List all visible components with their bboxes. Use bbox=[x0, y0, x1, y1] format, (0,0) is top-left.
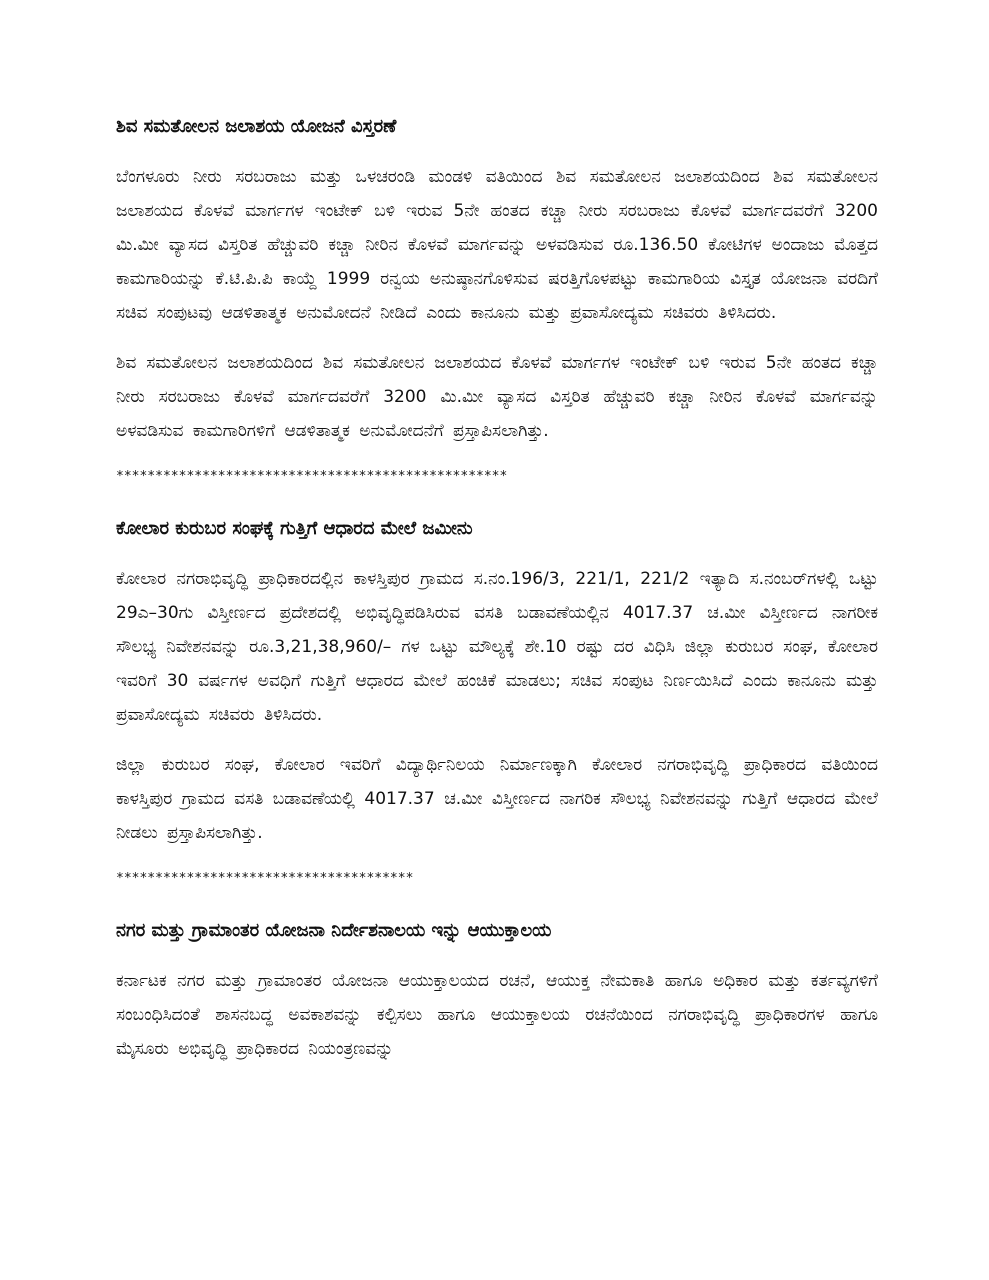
section-title: ಶಿವ ಸಮತೋಲನ ಜಲಾಶಯ ಯೋಜನೆ ವಿಸ್ತರಣೆ bbox=[116, 116, 397, 137]
section-town-planning bbox=[116, 916, 878, 1066]
separator: ************************************************** bbox=[116, 469, 508, 484]
section-shiva-reservoir bbox=[116, 112, 878, 488]
paragraph: ಕೋಲಾರ ನಗರಾಭಿವೃದ್ಧಿ ಪ್ರಾಧಿಕಾರದಲ್ಲಿನ ಕಾಳಸ್ತಿಪುರ ಗ್ರಾಮದ ಸ.ನಂ.196/3, 221/1, 221/2 ಇತ್ಯಾದಿ ಸ.ನಂಬರ್‌ಗಳಲ್ಲಿ ಒಟ್ಟು 29ಎ–30ಗು ವಿಸ್ತೀರ್ಣದ ಪ್ರದೇಶದಲ್ಲಿ ಅಭಿವೃದ್ಧಿಪಡಿಸಿರುವ ವಸತಿ ಬಡಾವಣೆಯಲ್ಲಿನ 4017.37 ಚ.ಮೀ ವಿಸ್ತೀರ್ಣದ ನಾಗರೀಕ ಸೌಲಭ್ಯ ನಿವೇಶನವನ್ನು ರೂ.3,21,38,960/– ಗಳ ಒಟ್ಟು ಮೌಲ್ಯಕ್ಕೆ ಶೇ.10 ರಷ್ಟು ದರ ವಿಧಿಸಿ ಜಿಲ್ಲಾ ಕುರುಬರ ಸಂಘ, ಕೋಲಾರ ಇವರಿಗೆ 30 ವರ್ಷಗಳ ಅವಧಿಗೆ ಗುತ್ತಿಗೆ ಆಧಾರದ ಮೇಲೆ ಹಂಚಿಕೆ ಮಾಡಲು; ಸಚಿವ ಸಂಪುಟ ನಿರ್ಣಯಿಸಿದೆ ಎಂದು ಕಾನೂನು ಮತ್ತು ಪ್ರವಾಸೋದ್ಯಮ ಸಚಿವರು ತಿಳಿಸಿದರು. bbox=[116, 569, 878, 725]
paragraph: ಕರ್ನಾಟಕ ನಗರ ಮತ್ತು ಗ್ರಾಮಾಂತರ ಯೋಜನಾ ಆಯುಕ್ತಾಲಯದ ರಚನೆ, ಆಯುಕ್ತ ನೇಮಕಾತಿ ಹಾಗೂ ಅಧಿಕಾರ ಮತ್ತು ಕರ್ತವ್ಯಗಳಿಗೆ ಸಂಬಂಧಿಸಿದಂತೆ ಶಾಸನಬದ್ಧ ಅವಕಾಶವನ್ನು ಕಲ್ಪಿಸಲು ಹಾಗೂ ಆಯುಕ್ತಾಲಯ ರಚನೆಯಿಂದ ನಗರಾಭಿವೃದ್ಧಿ ಪ್ರಾಧಿಕಾರಗಳ ಹಾಗೂ ಮೈಸೂರು ಅಭಿವೃದ್ಧಿ ಪ್ರಾಧಿಕಾರದ ನಿಯಂತ್ರಣವನ್ನು bbox=[116, 971, 878, 1059]
section-kolar-kurubara bbox=[116, 514, 878, 890]
separator: ************************************** bbox=[116, 871, 414, 886]
document-page bbox=[116, 112, 878, 1082]
paragraph: ಬೆಂಗಳೂರು ನೀರು ಸರಬರಾಜು ಮತ್ತು ಒಳಚರಂಡಿ ಮಂಡಳಿ ವತಿಯಿಂದ ಶಿವ ಸಮತೋಲನ ಜಲಾಶಯದಿಂದ ಶಿವ ಸಮತೋಲನ ಜಲಾಶಯದ ಕೊಳವೆ ಮಾರ್ಗಗಳ ಇಂಟೇಕ್ ಬಳಿ ಇರುವ 5ನೇ ಹಂತದ ಕಚ್ಚಾ ನೀರು ಸರಬರಾಜು ಕೊಳವೆ ಮಾರ್ಗದವರೆಗೆ 3200 ಮಿ.ಮೀ ವ್ಯಾಸದ ವಿಸ್ತರಿತ ಹೆಚ್ಚುವರಿ ಕಚ್ಚಾ ನೀರಿನ ಕೊಳವೆ ಮಾರ್ಗವನ್ನು ಅಳವಡಿಸುವ ರೂ.136.50 ಕೋಟಿಗಳ ಅಂದಾಜು ಮೊತ್ತದ ಕಾಮಗಾರಿಯನ್ನು ಕೆ.ಟಿ.ಪಿ.ಪಿ ಕಾಯ್ದೆ 1999 ರನ್ವಯ ಅನುಷ್ಠಾನಗೊಳಿಸುವ ಷರತ್ತಿಗೊಳಪಟ್ಟು ಕಾಮಗಾರಿಯ ವಿಸ್ತೃತ ಯೋಜನಾ ವರದಿಗೆ ಸಚಿವ ಸಂಪುಟವು ಆಡಳಿತಾತ್ಮಕ ಅನುಮೋದನೆ ನೀಡಿದೆ ಎಂದು ಕಾನೂನು ಮತ್ತು ಪ್ರವಾಸೋದ್ಯಮ ಸಚಿವರು ತಿಳಿಸಿದರು. bbox=[116, 167, 878, 323]
paragraph: ಶಿವ ಸಮತೋಲನ ಜಲಾಶಯದಿಂದ ಶಿವ ಸಮತೋಲನ ಜಲಾಶಯದ ಕೊಳವೆ ಮಾರ್ಗಗಳ ಇಂಟೇಕ್ ಬಳಿ ಇರುವ 5ನೇ ಹಂತದ ಕಚ್ಚಾ ನೀರು ಸರಬರಾಜು ಕೊಳವೆ ಮಾರ್ಗದವರೆಗೆ 3200 ಮಿ.ಮೀ ವ್ಯಾಸದ ವಿಸ್ತರಿತ ಹೆಚ್ಚುವರಿ ಕಚ್ಚಾ ನೀರಿನ ಕೊಳವೆ ಮಾರ್ಗವನ್ನು ಅಳವಡಿಸುವ ಕಾಮಗಾರಿಗಳಿಗೆ ಆಡಳಿತಾತ್ಮಕ ಅನುಮೋದನೆಗೆ ಪ್ರಸ್ತಾಪಿಸಲಾಗಿತ್ತು. bbox=[116, 353, 878, 441]
section-title: ನಗರ ಮತ್ತು ಗ್ರಾಮಾಂತರ ಯೋಜನಾ ನಿರ್ದೇಶನಾಲಯ ಇನ್ನು ಆಯುಕ್ತಾಲಯ bbox=[116, 920, 552, 941]
paragraph: ಜಿಲ್ಲಾ ಕುರುಬರ ಸಂಘ, ಕೋಲಾರ ಇವರಿಗೆ ವಿದ್ಯಾರ್ಥಿನಿಲಯ ನಿರ್ಮಾಣಕ್ಕಾಗಿ ಕೋಲಾರ ನಗರಾಭಿವೃದ್ಧಿ ಪ್ರಾಧಿಕಾರದ ವತಿಯಿಂದ ಕಾಳಸ್ತಿಪುರ ಗ್ರಾಮದ ವಸತಿ ಬಡಾವಣೆಯಲ್ಲಿ 4017.37 ಚ.ಮೀ ವಿಸ್ತೀರ್ಣದ ನಾಗರಿಕ ಸೌಲಭ್ಯ ನಿವೇಶನವನ್ನು ಗುತ್ತಿಗೆ ಆಧಾರದ ಮೇಲೆ ನೀಡಲು ಪ್ರಸ್ತಾಪಿಸಲಾಗಿತ್ತು. bbox=[116, 755, 878, 843]
section-title: ಕೋಲಾರ ಕುರುಬರ ಸಂಘಕ್ಕೆ ಗುತ್ತಿಗೆ ಆಧಾರದ ಮೇಲೆ ಜಮೀನು bbox=[116, 518, 473, 539]
